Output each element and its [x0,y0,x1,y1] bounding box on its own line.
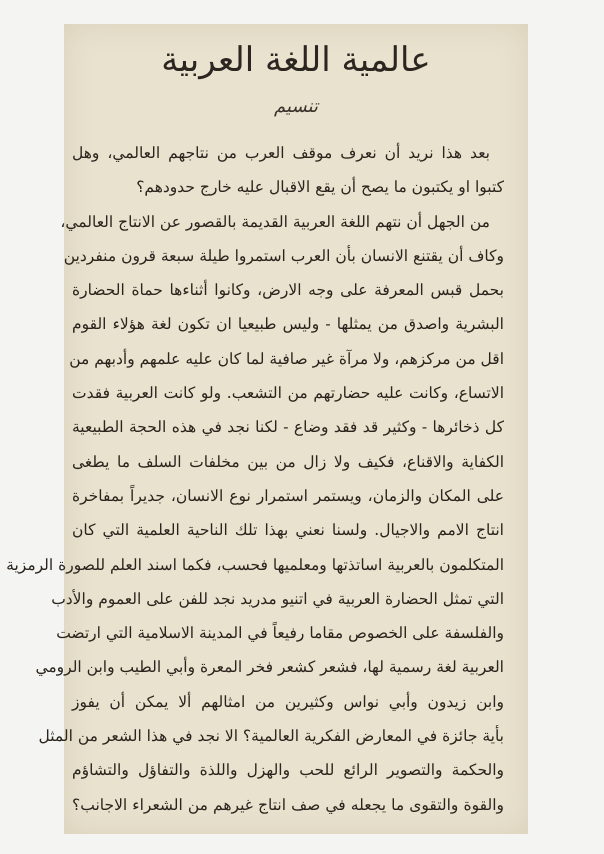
paragraph-1 [72,136,504,205]
article-body [6,136,504,822]
text-line: على المكان والزمان، ويستمر استمرار نوع الانسان، جديراً بمفاخرة [72,486,504,505]
document-page [6,24,528,834]
text-line: والحكمة والتصوير الرائع للحب والهزل واللذة والتفاؤل والتشاؤم [72,761,504,780]
text-line: اقل من مركزهم، ولا مرآة غير صافية لما كان عليه علمهم وأدبهم من [69,349,504,368]
text-line: وابن زيدون وأبي نواس وكثيرين من امثالهم ألا يمكن أن يفوز [72,692,504,711]
text-line: الاتساع، وكانت عليه حضارتهم من التشعب. ولو كانت العربية فقدت [72,384,504,403]
text-line: بحمل قبس المعرفة على وجه الارض، وكانوا أثناءها حماة الحضارة [72,281,504,300]
text-line: انتاج الامم والاجيال. ولسنا نعني بهذا تلك الناحية العلمية التي كان [72,521,504,540]
page-title: عالمية اللغة العربية [161,40,431,80]
text-line: والفلسفة على الخصوص مقاما رفيعاً في المدينة الاسلامية التي ارتضت [56,624,504,643]
text-line: بأية جائزة في المعارض الفكرية العالمية؟ الا نجد في هذا الشعر من المثل [38,727,504,746]
text-line: والقوة والتقوى ما يجعله في صف انتاج غيرهم من الشعراء الاجانب؟ [72,795,504,814]
text-line: المتكلمون بالعربية اساتذتها ومعلميها فحسب، فكما اسند العلم للصورة الرمزية [6,555,504,574]
text-line: كتبوا او يكتبون ما يصح أن يقع الاقبال عليه خارج حدودهم؟ [136,178,504,197]
text-line: وكاف أن يقتنع الانسان بأن العرب استمروا طيلة سبعة قرون منفردين [63,246,504,265]
text-line: التي تمثل الحضارة العربية في اتنيو مدريد نجد للفن على العموم والأدب [51,589,504,608]
text-line: كل ذخائرها - وكثير قد فقد وضاع - لكنا نجد في هذه الحجة الطبيعية [72,418,504,437]
text-line: البشرية واصدق من يمثلها - وليس طبيعيا ان تكون لغة هؤلاء القوم [72,315,504,334]
author-byline: تنسيم [274,96,318,117]
text-line: بعد هذا نريد أن نعرف موقف العرب من نتاجهم العالمي، وهل [72,144,490,162]
paragraph-2 [6,205,504,822]
text-line: العربية لغة رسمية لها، فشعر كشعر فخر المعرة وأبي الطيب وابن الرومي [35,658,504,677]
text-line: الكفاية والاقناع، فكيف ولا زال من بين مخلفات السلف ما يطغى [72,452,504,471]
text-line: من الجهل أن نتهم اللغة العربية القديمة بالقصور عن الانتاج العالمي، [60,212,490,231]
